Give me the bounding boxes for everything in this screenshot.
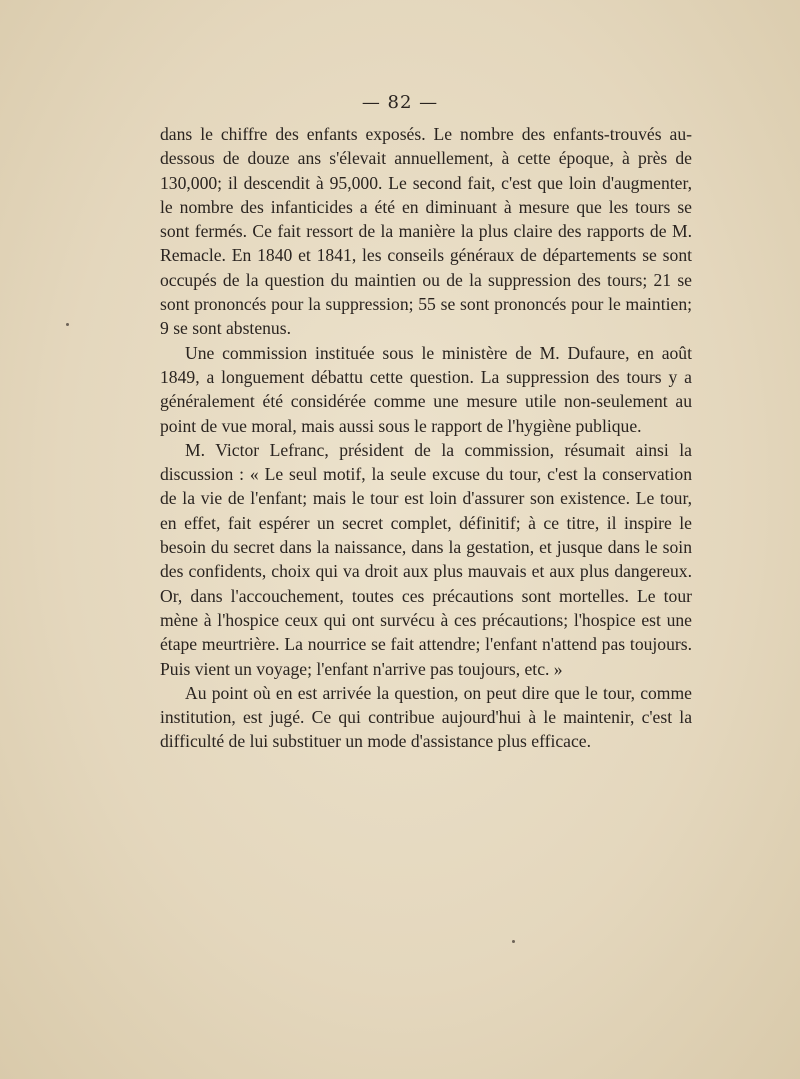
paragraph-1: dans le chiffre des enfants exposés. Le nombre des enfants-trouvés au-dessous de douze ans s'élevait annuellement, à cette époque, à près de 130,000; il descendit à 95,000. Le second fait, c'est que loin d'augmenter, le nombre des infanticides a été en diminuant à mesure que les tours se sont fermés. Ce fait ressort de la manière la plus claire des rapports de M. Remacle. En 1840 et 1841, les conseils généraux de départements se sont occupés de la question du maintien ou de la suppression des tours; 21 se sont prononcés pour la suppression; 55 se sont prononcés pour le maintien; 9 se sont abstenus. [160, 124, 692, 339]
body-text [160, 122, 692, 754]
paragraph-2: Une commission instituée sous le ministère de M. Dufaure, en août 1849, a longuement débattu cette question. La suppression des tours y a généralement été considérée comme une mesure utile non-seulement au point de vue moral, mais aussi sous le rapport de l'hygiène publique. [160, 342, 692, 436]
paragraph-4: Au point où en est arrivée la question, on peut dire que le tour, comme institution, est jugé. Ce qui contribue aujourd'hui à le maintenir, c'est la difficulté de lui substituer un mode d'assistance plus efficace. [160, 682, 692, 752]
page-speck [512, 940, 515, 943]
paragraph-3: M. Victor Lefranc, président de la commission, résumait ainsi la discussion : « Le seul motif, la seule excuse du tour, c'est la conservation de la vie de l'enfant; mais le tour est loin d'assurer son existence. Le tour, en effet, fait espérer un secret complet, définitif; à ce titre, il inspire le besoin du secret dans la naissance, dans la gestation, et jusque dans le soin des confidents, choix qui va droit aux plus mauvais et aux plus dangereux. Or, dans l'accouchement, toutes ces précautions sont mortelles. Le tour mène à l'hospice ceux qui ont survécu à ces précautions; l'hospice est une étape meurtrière. La nourrice se fait attendre; l'enfant n'attend pas toujours. Puis vient un voyage; l'enfant n'arrive pas toujours, etc. » [160, 439, 692, 679]
margin-speck [66, 323, 69, 326]
page-number: — 82 — [361, 92, 439, 113]
